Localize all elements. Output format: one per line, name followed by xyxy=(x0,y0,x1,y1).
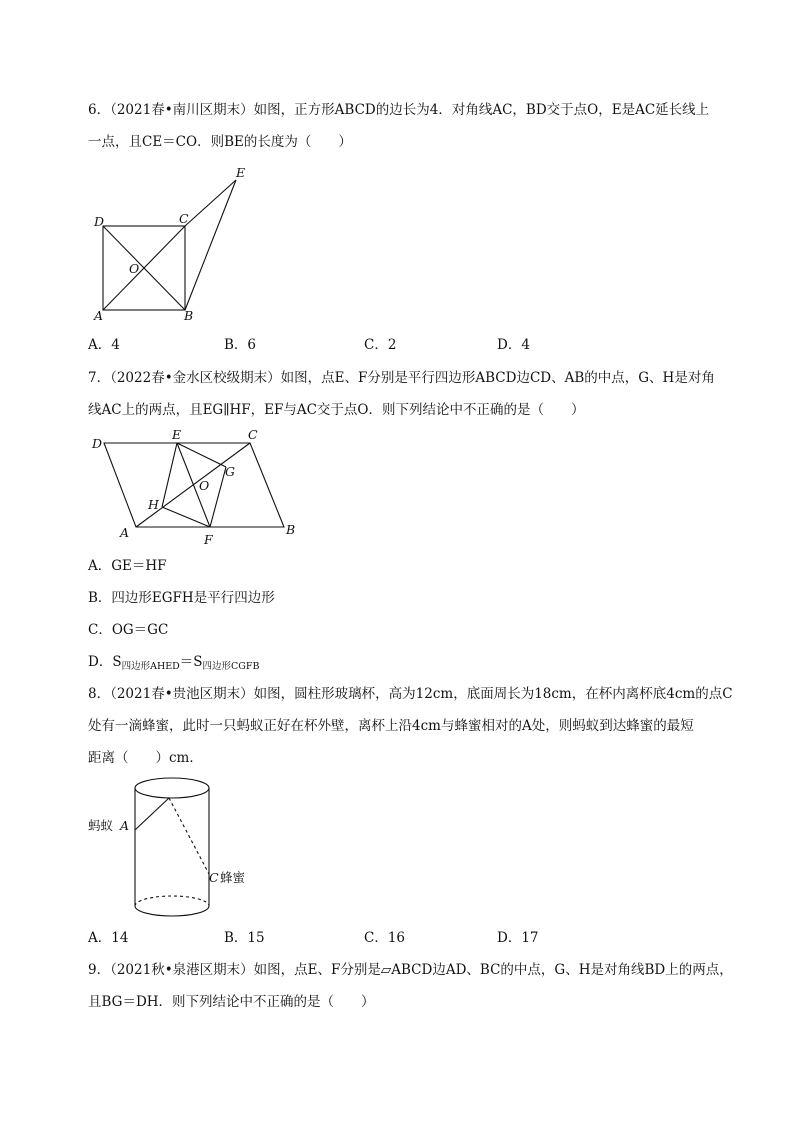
q8-text-line3: 距离（ ）cm． xyxy=(88,750,203,766)
q7-option-d-sub1: 四边形AHED xyxy=(121,661,180,672)
q8-option-c: C．16 xyxy=(364,930,406,946)
q6-label-O: O xyxy=(129,261,140,276)
q6-text-line1: 6．（2021春•南川区期末）如图，正方形ABCD的边长为4．对角线AC，BD交于点O，E是AC延长线上 xyxy=(88,102,710,118)
q6-square-figure xyxy=(86,160,266,325)
q7-label-H: H xyxy=(148,497,159,512)
q7-label-G: G xyxy=(225,464,235,479)
q6-label-C: C xyxy=(179,211,189,226)
q6-label-A: A xyxy=(94,308,104,323)
q7-label-D: D xyxy=(92,436,103,451)
q7-label-O: O xyxy=(199,478,210,493)
q6-option-d: D．4 xyxy=(497,337,530,353)
q7-option-d-mid: ＝S xyxy=(179,654,203,670)
q7-label-B: B xyxy=(286,522,296,537)
q8-option-a: A．14 xyxy=(88,930,129,946)
q7-option-d xyxy=(88,652,259,677)
q8-label-ant: 蚂蚁 xyxy=(88,818,114,833)
q8-label-honey: 蜂蜜 xyxy=(220,870,246,885)
q7-option-d-prefix: D．S xyxy=(88,654,122,670)
q7-option-d-sub2: 四边形CGFB xyxy=(202,661,260,672)
q9-text-line1: 9．（2021秋•泉港区期末）如图，点E、F分别是▱ABCD边AD、BC的中点，G、H是对角线BD上的两点， xyxy=(88,962,733,978)
q8-text-line2: 处有一滴蜂蜜，此时一只蚂蚁正好在杯外壁，离杯上沿4cm与蜂蜜相对的A处，则蚂蚁到达蜂蜜的最短 xyxy=(88,718,694,734)
q7-option-c: C．OG＝GC xyxy=(88,622,169,638)
q8-label-A: A xyxy=(120,818,130,833)
q8-option-d: D．17 xyxy=(497,930,539,946)
q6-label-E: E xyxy=(236,165,246,180)
q7-text-line2: 线AC上的两点，且EG∥HF，EF与AC交于点O．则下列结论中不正确的是（ ） xyxy=(88,402,585,418)
q8-option-b: B．15 xyxy=(224,930,265,946)
q6-option-b: B．6 xyxy=(224,337,257,353)
q6-label-D: D xyxy=(94,214,105,229)
q9-text-line2: 且BG＝DH．则下列结论中不正确的是（ ） xyxy=(88,994,375,1010)
q6-option-c: C．2 xyxy=(364,337,397,353)
q7-parallelogram-figure xyxy=(86,424,306,549)
q7-label-F: F xyxy=(204,532,213,547)
q6-label-B: B xyxy=(184,308,194,323)
q7-label-E: E xyxy=(172,427,182,442)
q6-option-a: A．4 xyxy=(88,337,120,353)
q8-text-line1: 8．（2021春•贵池区期末）如图，圆柱形玻璃杯，高为12cm，底面周长为18cm，在杯内离杯底4cm的点C xyxy=(88,686,733,702)
q8-label-C: C xyxy=(209,870,219,885)
q7-label-A: A xyxy=(120,525,130,540)
q7-option-b: B．四边形EGFH是平行四边形 xyxy=(88,590,275,606)
q7-option-a: A．GE＝HF xyxy=(88,558,167,574)
q8-cylinder-figure xyxy=(86,770,276,930)
q6-text-line2: 一点，且CE＝CO．则BE的长度为（ ） xyxy=(88,134,352,150)
q7-text-line1: 7．（2022春•金水区校级期末）如图，点E、F分别是平行四边形ABCD边CD、AB的中点，G、H是对角 xyxy=(88,370,715,386)
q7-label-C: C xyxy=(248,427,258,442)
